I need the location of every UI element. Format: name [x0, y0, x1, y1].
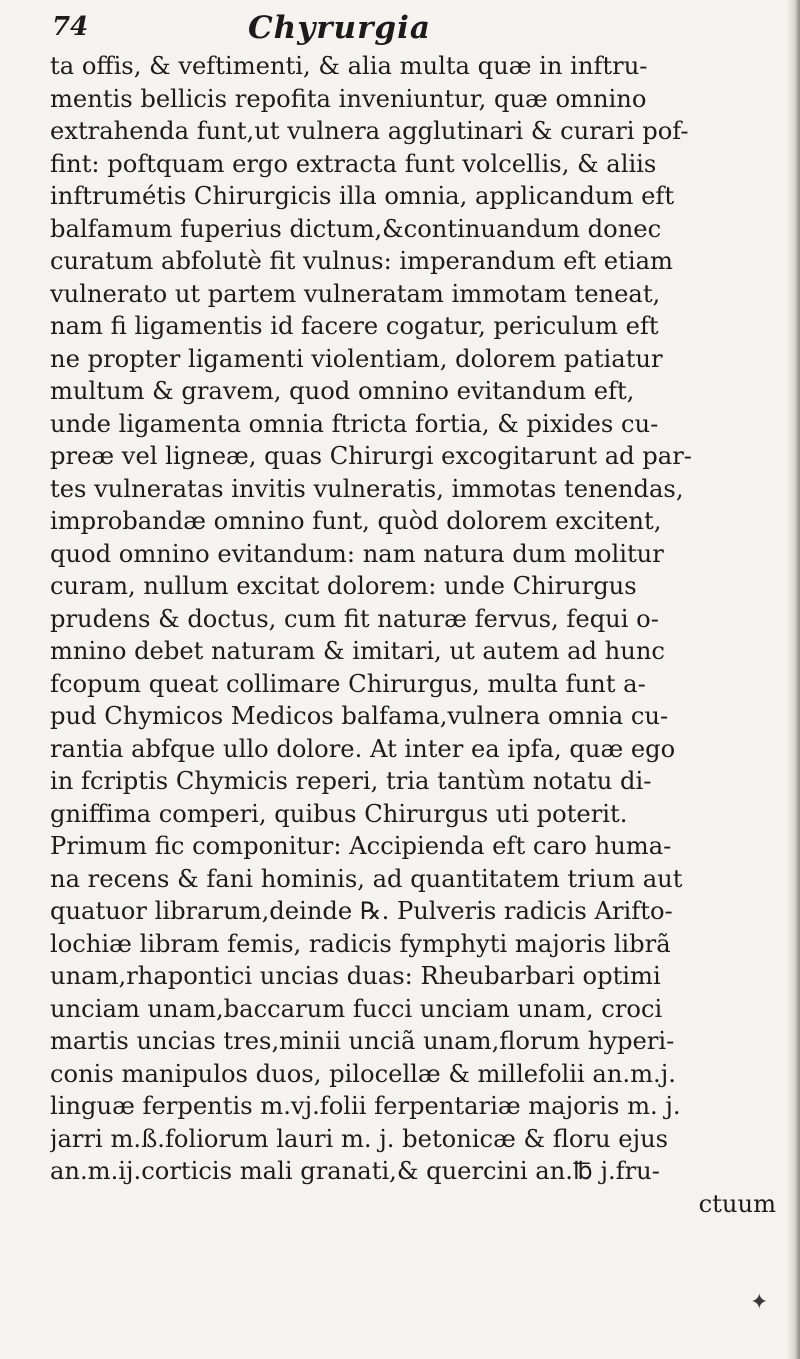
text-line: pud Chymicos Medicos balfama,vulnera omnia cu-: [50, 702, 669, 730]
text-line: curatum abfolutè fit vulnus: imperandum eft etiam: [50, 247, 673, 275]
page-number: 74: [52, 12, 89, 42]
text-line: balfamum fuperius dictum,&continuandum donec: [50, 214, 662, 243]
text-line: quatuor librarum,deinde ℞. Pulveris radicis Arifto-: [50, 897, 673, 925]
text-line: preæ vel ligneæ, quas Chirurgi excogitarunt ad par-: [50, 442, 692, 470]
catchword: ctuum: [698, 1189, 776, 1218]
text-line: ne propter ligamenti violentiam, dolorem patiatur: [50, 344, 663, 373]
text-line: mnino debet naturam & imitari, ut autem ad hunc: [50, 637, 665, 665]
text-line: conis manipulos duos, pilocellæ & millefolii an.m.j.: [50, 1059, 676, 1088]
text-line: extrahenda funt,ut vulnera agglutinari & curari pof-: [50, 117, 689, 145]
text-line: unde ligamenta omnia ftricta fortia, & pixides cu-: [50, 409, 659, 438]
text-line: in fcriptis Chymicis reperi, tria tantùm notatu di-: [50, 767, 652, 795]
text-line: unciam unam,baccarum fucci unciam unam, croci: [50, 994, 663, 1023]
page-header: [52, 8, 752, 48]
text-line: na recens & fani hominis, ad quantitatem trium aut: [50, 864, 683, 893]
text-line: curam, nullum excitat dolorem: unde Chirurgus: [50, 572, 637, 600]
text-line: tes vulneratas invitis vulneratis, immotas tenendas,: [50, 474, 684, 503]
text-line: fint: poftquam ergo extracta funt volcellis, & aliis: [50, 149, 657, 178]
text-line: prudens & doctus, cum fit naturæ fervus, fequi o-: [50, 604, 659, 633]
text-line: rantia abfque ullo dolore. At inter ea ipfa, quæ ego: [50, 734, 676, 763]
text-line: an.m.ij.corticis mali granati,& quercini an.℔ j.fru-: [50, 1157, 660, 1185]
page-edge-shadow: [786, 0, 800, 1359]
text-line: mentis bellicis repofita inveniuntur, quæ omnino: [50, 84, 647, 113]
text-line: Primum fic componitur: Accipienda eft caro huma-: [50, 832, 672, 860]
text-line: nam fi ligamentis id facere cogatur, periculum eft: [50, 312, 659, 340]
text-line: improbandæ omnino funt, quòd dolorem excitent,: [50, 507, 662, 535]
text-line: multum & gravem, quod omnino evitandum eft,: [50, 377, 635, 405]
text-line: inftrumétis Chirurgicis illa omnia, applicandum eft: [50, 182, 675, 210]
text-line: fcopum queat collimare Chirurgus, multa funt a-: [50, 669, 646, 698]
text-line: martis uncias tres,minii unciã unam,florum hyperi-: [50, 1027, 675, 1055]
text-line: vulnerato ut partem vulneratam immotam teneat,: [50, 279, 661, 308]
text-line: linguæ ferpentis m.vj.folii ferpentariæ majoris m. j.: [50, 1092, 681, 1120]
text-line: lochiæ libram femis, radicis fymphyti majoris librã: [50, 929, 671, 958]
text-line: quod omnino evitandum: nam natura dum molitur: [50, 539, 664, 568]
running-head: Chyrurgia: [248, 10, 431, 46]
text-line: ta offis, & veftimenti, & alia multa quæ in inftru-: [50, 52, 648, 80]
text-line: gniffima comperi, quibus Chirurgus uti poterit.: [50, 799, 628, 828]
text-line: unam,rhapontici uncias duas: Rheubarbari optimi: [50, 962, 661, 990]
ink-mark: ✦: [750, 1290, 769, 1315]
body-text: [50, 50, 776, 1220]
text-line: jarri m.ß.foliorum lauri m. j. betonicæ & floru ejus: [50, 1124, 669, 1153]
